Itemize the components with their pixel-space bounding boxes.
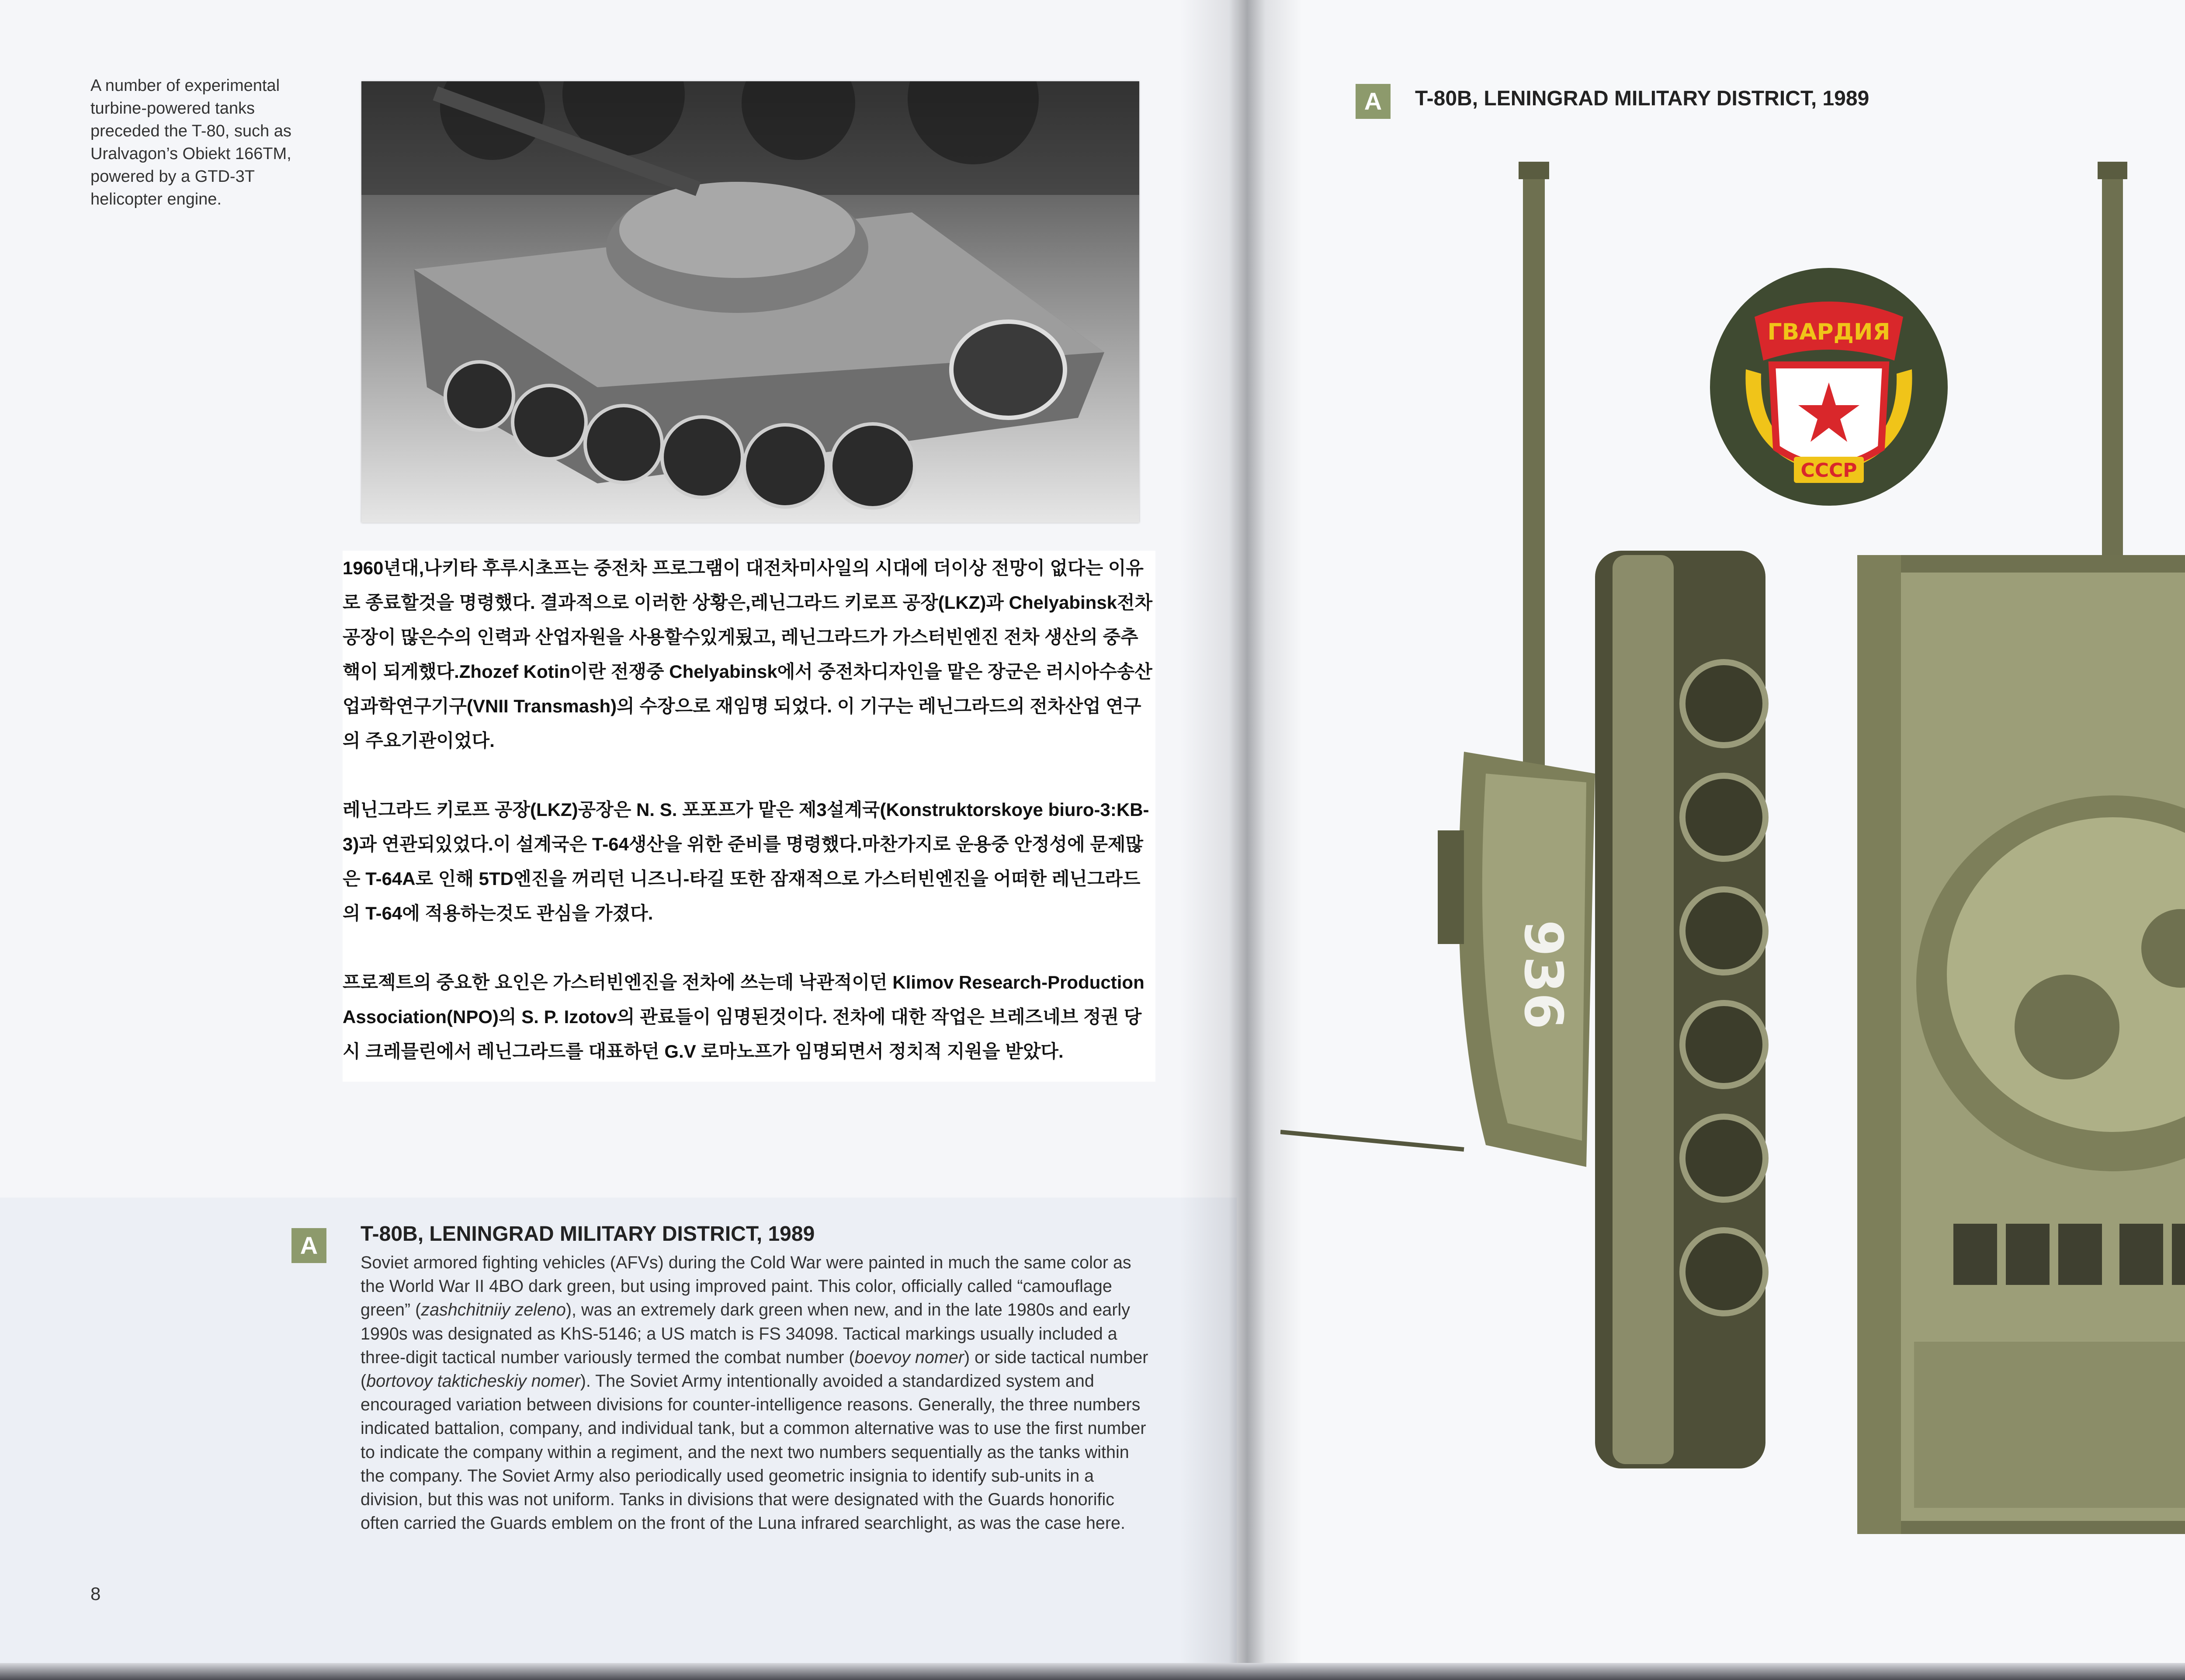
plate-badge-right: A <box>1356 84 1391 119</box>
emblem-top-text: ГВАРДИЯ <box>1767 319 1890 345</box>
plate-commentary-text: Soviet armored fighting vehicles (AFVs) during the Cold War were painted in much the same color as the World War II 4BO dark green, but using improved paint. This color, officially called “camouflage green” (zashchitniiy zeleno), was an extremely dark green when new, and in the late 1980s and early 1990s was designated as KhS-5146; a US match is FS 34098. Tactical markings usually included a three-digit tactical number variously termed the combat number (boevoy nomer) or side tactical number (bortovoy takticheskiy nomer). The Soviet Army intentionally avoided a standardized system and encouraged variation between divisions for counter-intelligence reasons. Generally, the three numbers indicated battalion, company, and individual tank, but a common alternative was to use the first number to indicate the company within a regiment, and the next two numbers sequentially as the tanks within the company. The Soviet Army also periodically used geometric insignia to identify sub-units in a division, but this was not uniform. Tanks in divisions that were designated with the Guards honorific often carried the Guards emblem on the front of the Luna infrared searchlight, as was the case here. <box>361 1253 1148 1533</box>
tank-side-view-illustration <box>1280 162 1862 1543</box>
korean-translation-text <box>343 551 1155 1082</box>
tactical-number: 936 <box>1512 920 1573 1030</box>
korean-paragraph: 1960년대,나키타 후루시초프는 중전차 프로그램이 대전차미사일의 시대에 더이상 전망이 없다는 이유로 종료할것을 명령했다. 결과적으로 이러한 상황은,레닌그라드 키로프 공장(LKZ)과 Chelyabinsk전차공장이 많은수의 인력과 산업자원을 사용할수있게됬고, 레닌그라드가 가스터빈엔진 전차 생산의 중추핵이 되게했다.Zhozef Kotin이란 전쟁중 Chelyabinsk에서 중전차디자인을 맡은 장군은 러시아수송산업과학연구기구(VNII Transmash)의 수장으로 재임명 되었다. 이 기구는 레닌그라드의 전차산업 연구의 주요기관이었다. <box>343 558 1153 751</box>
tank-top-view-illustration <box>1849 162 2185 1543</box>
tank-top-view <box>1849 162 2185 1543</box>
emblem-bottom-text: СССР <box>1800 459 1857 482</box>
plate-title-left: T-80B, LENINGRAD MILITARY DISTRICT, 1989 <box>361 1222 815 1246</box>
page-number-left: 8 <box>90 1583 101 1604</box>
photo-caption: A number of experimental turbine-powered tanks preceded the T-80, such as Uralvagon’s Obiekt 166TM, powered by a GTD-3T helicopter engine. <box>90 76 291 208</box>
page-bottom-edge <box>0 1663 2185 1680</box>
plate-badge-left: A <box>291 1228 326 1263</box>
experimental-tank-photo <box>361 81 1139 523</box>
korean-paragraph: 레닌그라드 키로프 공장(LKZ)공장은 N. S. 포포프가 맡은 제3설계국(Konstruktorskoye biuro-3:KB-3)과 연관되있었다.이 설계국은 T-64생산을 위한 준비를 명령했다.마찬가지로 운용중 안정성에 문제많은 T-64A로 인해 5TD엔진을 꺼리던 니즈니-타길 또한 잠재적으로 가스터빈엔진을 어떠한 레닌그라드의 T-64에 적용하는것도 관심을 가졌다. <box>343 799 1149 923</box>
tank-side-view <box>1280 162 1862 1543</box>
tank-photo-illustration <box>361 81 1139 523</box>
korean-paragraph: 프로젝트의 중요한 요인은 가스터빈엔진을 전차에 쓰는데 낙관적이던 Klimov Research-Production Association(NPO)의 S. P. Izotov의 관료들이 임명된것이다. 전차에 대한 작업은 브레즈네브 정권 당시 크레믈린에서 레닌그라드를 대표하던 G.V 로마노프가 임명되면서 정치적 지원을 받았다. <box>343 972 1145 1062</box>
plate-title-right: T-80B, LENINGRAD MILITARY DISTRICT, 1989 <box>1415 87 1869 110</box>
